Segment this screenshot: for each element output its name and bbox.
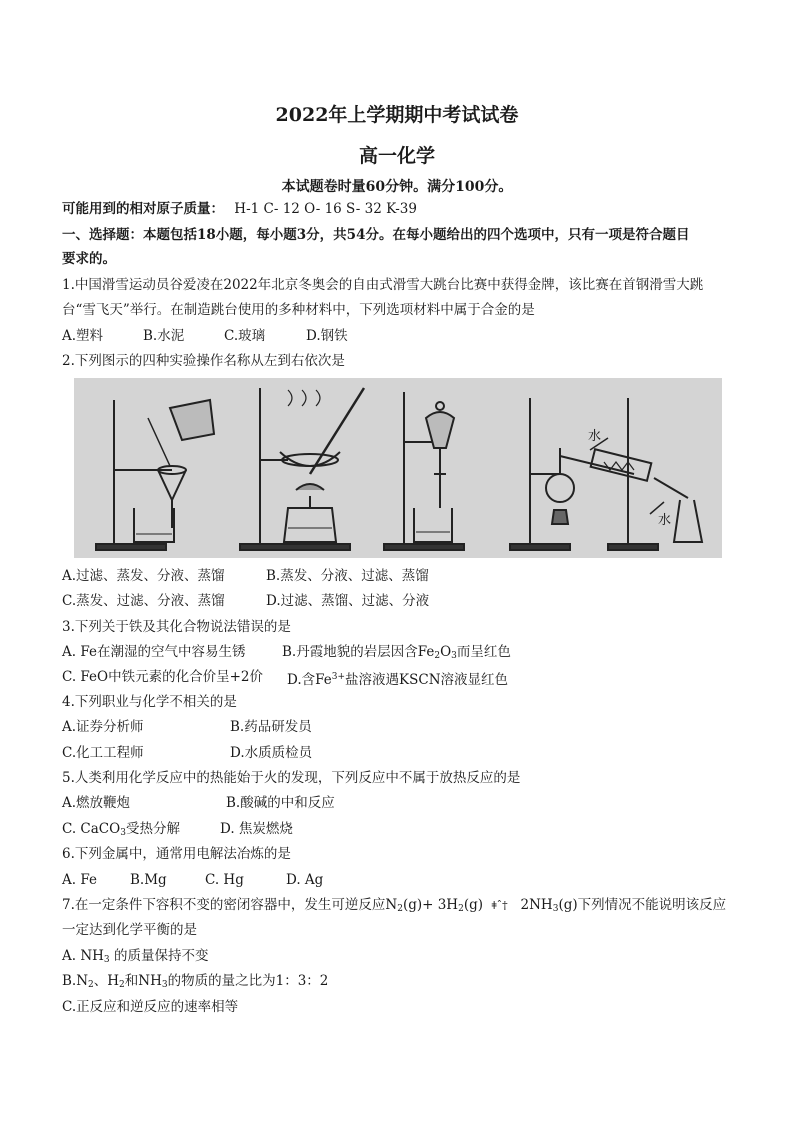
evaporation-apparatus xyxy=(240,388,364,550)
q7-stem-line2: 一定达到化学平衡的是 xyxy=(62,922,197,938)
distillation-apparatus xyxy=(510,398,702,550)
exam-title: 2022年上学期期中考试试卷 xyxy=(275,104,519,126)
equilibrium-arrow: ǂˆ† xyxy=(491,899,508,912)
q3-option-d: D.含$Fe^{3+}$盐溶液遇KSCN溶液显红色 xyxy=(287,672,509,688)
q1-option-c: C.玻璃 xyxy=(224,328,266,344)
q6-option-b: B.Mg xyxy=(130,872,167,888)
q6-option-c: C. Hg xyxy=(205,872,244,888)
section-heading-line1: 一、选择题：本题包括18小题，每小题3分，共54分。在每小题给出的四个选项中，只有一项是符合题目 xyxy=(62,227,690,243)
q1-stem-line1: 1.中国滑雪运动员谷爱凌在2022年北京冬奥会的自由式滑雪大跳台比赛中获得金牌，该比赛在首钢滑雪大跳 xyxy=(62,277,704,293)
q4-stem: 4.下列职业与化学不相关的是 xyxy=(62,694,237,710)
q7-option-b: $B.N_2$、$H_2$和$NH_3$的物质的量之比为1：3：2 xyxy=(62,973,329,990)
q1-stem-line2: 台“雪飞天”举行。在制造跳台使用的多种材料中，下列选项材料中属于合金的是 xyxy=(62,302,535,318)
q4-option-a: A.证券分析师 xyxy=(62,719,144,735)
q4-option-c: C.化工工程师 xyxy=(62,745,144,761)
q6-option-a: A. Fe xyxy=(62,872,97,888)
q7-stem-line1: 7.在一定条件下容积不变的密闭容器中，发生可逆反应$N_2(g)+ 3H_2(g)$ ǂˆ† $2NH_3(g)$下列情况不能说明该反应 xyxy=(62,897,727,914)
time-info: 本试题卷时量60分钟。满分100分。 xyxy=(281,179,513,195)
q1-option-d: D.钢铁 xyxy=(306,328,348,344)
subject-title: 高一化学 xyxy=(358,145,435,167)
q2-option-b: B.蒸发、分液、过滤、蒸馏 xyxy=(266,568,429,584)
q6-stem: 6.下列金属中，通常用电解法冶炼的是 xyxy=(62,846,291,862)
q2-option-d: D.过滤、蒸馏、过滤、分液 xyxy=(266,593,430,609)
q3-stem: 3.下列关于铁及其化合物说法错误的是 xyxy=(62,619,291,635)
q2-stem: 2.下列图示的四种实验操作名称从左到右依次是 xyxy=(62,353,345,369)
separatory-funnel-apparatus xyxy=(384,392,464,550)
q3-option-a: A. Fe在潮湿的空气中容易生锈 xyxy=(62,644,246,660)
q5-stem: 5.人类利用化学反应中的热能始于火的发现，下列反应中不属于放热反应的是 xyxy=(62,770,521,786)
q1-option-b: B.水泥 xyxy=(143,328,185,344)
q5-option-d: D. 焦炭燃烧 xyxy=(220,821,293,837)
q5-option-b: B.酸碱的中和反应 xyxy=(226,795,335,811)
q6-option-d: D. Ag xyxy=(286,872,324,888)
fig-label-water-top: 水 xyxy=(588,429,602,444)
filtration-apparatus xyxy=(96,400,214,550)
q3-option-b: B.丹霞地貌的岩层因含$Fe_2O_3$而呈红色 xyxy=(282,644,511,661)
q7-option-a: A. $NH_3$ 的质量保持不变 xyxy=(62,948,209,965)
q1-option-a: A.塑料 xyxy=(62,328,104,344)
q7-option-c: C.正反应和逆反应的速率相等 xyxy=(62,999,239,1015)
q5-option-a: A.燃放鞭炮 xyxy=(62,795,131,811)
q3-option-c: C. FeO中铁元素的化合价呈+2价 xyxy=(62,669,264,685)
q2-option-c: C.蒸发、过滤、分液、蒸馏 xyxy=(62,593,225,609)
q4-option-b: B.药品研发员 xyxy=(230,719,312,735)
fig-label-water-bottom: 水 xyxy=(658,513,672,528)
atomic-mass-line xyxy=(62,199,742,219)
section-heading-line2: 要求的。 xyxy=(62,251,116,267)
q5-option-c: C. CaCO$_3$受热分解 xyxy=(62,821,180,838)
atomic-mass-label: 可能用到的相对原子质量： xyxy=(62,201,224,217)
atomic-mass-values: H-1 C- 12 O- 16 S- 32 K-39 xyxy=(234,201,417,217)
q4-option-d: D.水质质检员 xyxy=(230,745,313,761)
q2-option-a: A.过滤、蒸发、分液、蒸馏 xyxy=(62,568,225,584)
lab-operations-figure xyxy=(74,378,722,558)
